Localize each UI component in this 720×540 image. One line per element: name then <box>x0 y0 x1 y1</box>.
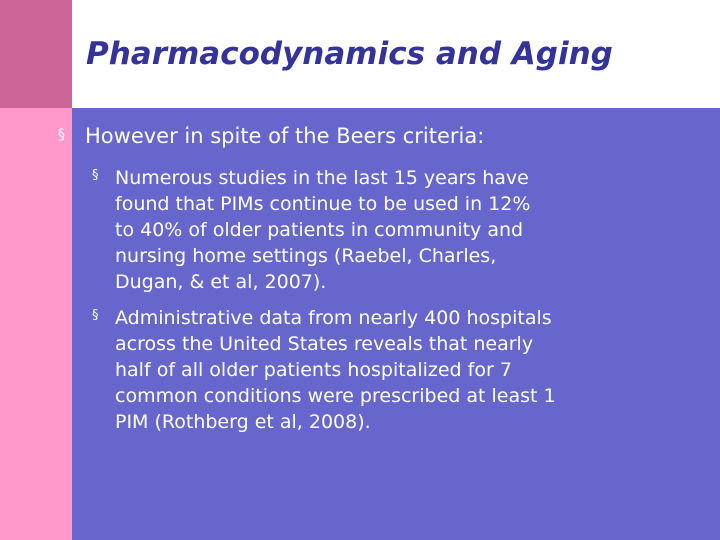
text-line: half of all older patients hospitalized for 7 <box>115 359 512 381</box>
sub-bullet-text <box>115 305 685 435</box>
slide-title: Pharmacodynamics and Aging <box>86 36 613 72</box>
bullet-marker-icon: § <box>58 127 65 143</box>
text-line: PIM (Rothberg et al, 2008). <box>115 411 371 433</box>
text-line: common conditions were prescribed at least 1 <box>115 385 556 407</box>
bullet-marker-icon: § <box>92 308 99 323</box>
title-area <box>72 0 720 108</box>
text-line: Dugan, & et al, 2007). <box>115 271 327 293</box>
text-line: Numerous studies in the last 15 years have <box>115 167 529 189</box>
sub-bullet-text <box>115 165 685 295</box>
text-line: to 40% of older patients in community and <box>115 219 524 241</box>
text-line: across the United States reveals that nearly <box>115 333 534 355</box>
text-line: nursing home settings (Raebel, Charles, <box>115 245 497 267</box>
bullet-marker-icon: § <box>92 168 99 183</box>
left-accent-bar-bottom <box>0 108 72 540</box>
main-bullet-text: However in spite of the Beers criteria: <box>85 124 485 148</box>
left-accent-bar-top <box>0 0 72 108</box>
text-line: found that PIMs continue to be used in 12% <box>115 193 531 215</box>
text-line: Administrative data from nearly 400 hospitals <box>115 307 552 329</box>
